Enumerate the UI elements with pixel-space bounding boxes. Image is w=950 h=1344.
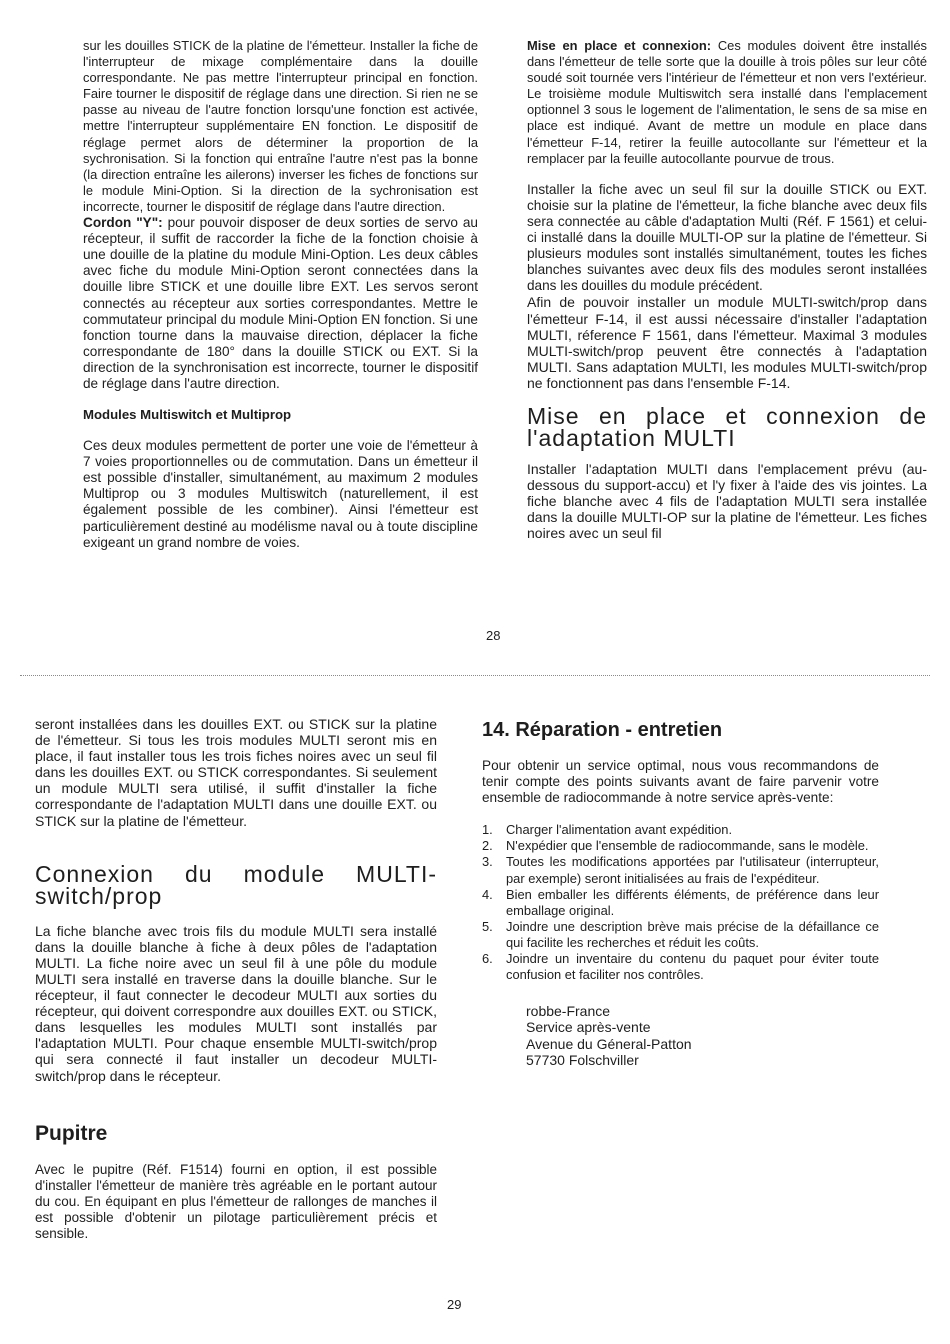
page28-right-column: [527, 38, 927, 541]
list-number: 3.: [482, 854, 493, 870]
list-item: [482, 887, 879, 919]
list-number: 4.: [482, 886, 493, 902]
paragraph: Afin de pouvoir installer un module MULTI-switch/prop dans l'émetteur F-14, il est aussi nécessaire d'installer l'adaptation MULTI, réference F 1561, dans l'émetteur. Maximal 3 modules MULTI-switch/prop peuvent être connectés à l'adaptation MULTI. Sans adaptation MULTI, les modules MULTI-switch/prop ne fonctionnent pas dans l'ensemble F-14.: [527, 294, 927, 391]
list-item: [482, 822, 879, 838]
list-item: [482, 919, 879, 951]
paragraph: Avec le pupitre (Réf. F1514) fourni en option, il est possible d'installer l'émetteur de manière très agréable en le portant autour du cou. En équipant en plus l'émetteur de rallonges de manches il est possible d'obtenir un pilotage particulièrement précis et sensible.: [35, 1161, 437, 1241]
paragraph: Installer l'adaptation MULTI dans l'emplacement prévu (au-dessous du support-accu) et l'y fixer à l'aide des vis jointes. La fiche blanche avec 4 fils de l'adaptation MULTI sera installée dans la douille MULTI-OP sur la platine de l'émetteur. Les fiches noires avec un seul fil: [527, 460, 927, 542]
cordon-y-text: pour pouvoir disposer de deux sorties de servo au récepteur, il suffit de raccorder la fiche de la fonction choisie à une douille de la platine du module Mini-Option. Les deux câbles avec fiche du module Mini-Option seront connectées dans la douille libre STICK et une douille libre EXT. Les servos seront connectés au récepteur aux sorties correspondantes. Mettre le commutateur principal du module Mini-Option EN fonction. Si une fonction tourne dans la mauvaise direction, déplacer la fiche correspondante de 180° dans la douille STICK ou EXT. Si la direction de la synchronisation est incorrecte, tourner le dispositif de réglage dans l'autre direction.: [83, 215, 478, 391]
page-number: 29: [447, 1297, 462, 1312]
paragraph: Installer la fiche avec un seul fil sur la douille STICK ou EXT. choisie sur la platine de l'émetteur, la fiche blanche avec deux fils sera connectée au câble d'adaptation Multi (Réf. F 1561) et celui-ci installé dans la douille MULTI-OP sur la platine de l'émetteur. Si plusieurs modules sont installés simultanément, toutes les fiches blanches suivantes avec deux fils des modules seront installées dans les douilles du module précédent.: [527, 181, 927, 294]
list-number: 6.: [482, 951, 493, 967]
list-number: 2.: [482, 838, 493, 854]
paragraph: sur les douilles STICK de la platine de l'émetteur. Installer la fiche de l'interrupteur de mixage complémentaire dans la douille correspondante. Ne pas mettre l'interrupteur principal en fonction. Faire tourner le dispositif de réglage dans une direction. Si rien ne se passe au niveau de l'autre fonction lorsqu'une fonction est activée, mettre l'interrupteur supplémentaire EN fonction. Le dispositif de réglage permet alors de déterminer la proportion de la sychronisation. Si la fonction qui entraîne l'autre n'est pas la bonne (la direction entraîne les ailerons) inverser les fiches de fonctions sur le module Mini-Option. Si la direction de la sychronisation est incorrecte, tourner le dispositif de réglage dans l'autre direction.: [83, 38, 478, 214]
address-line: Service après-vente: [526, 1019, 651, 1036]
section-heading: 14. Réparation - entretien: [482, 719, 723, 741]
paragraph: Pour obtenir un service optimal, nous vous recommandons de tenir compte des points suivants avant de faire parvenir votre ensemble de radiocommande à notre service après-vente:: [482, 758, 879, 806]
mise-en-place-text: Ces modules doivent être installés dans l'émetteur de telle sorte que la douille à trois pôles sur leur côté soudé soit tournée vers l'intérieur de l'émetteur et non vers l'extérieur. Le troisième module Multiswitch sera installé dans l'emplacement optionnel 3 sous le logement de l'alimentation, le sens de sa mise en place est indiqué. Avant de mettre un module en place dans l'émetteur F-14, retirer la feuille autocollante sur l'émetteur et la remplacer par la feuille autocollante pourvue de trous.: [527, 38, 927, 166]
heading-line: switch/prop: [35, 882, 163, 909]
mise-en-place-label: Mise en place et connexion:: [527, 38, 712, 53]
list-text: Joindre une description brève mais précise de la défaillance ce qui facilite les recherches et réduit les coûts.: [506, 918, 879, 950]
section-heading: [527, 402, 927, 451]
paragraph: Ces deux modules permettent de porter une voie de l'émetteur à 7 voies proportionnelles ou de commutation. Dans un émetteur il est possible d'installer, simultanément, au maximum 2 modules Multiprop ou 3 modules Multiswitch (naturellement, il est également possible de les combiner). Ainsi l'émetteur est particulièrement destiné au modélisme naval ou à toute discipline exigeant un grand nombre de voies.: [83, 438, 478, 550]
list-text: Charger l'alimentation avant expédition.: [506, 822, 733, 838]
page-number: 28: [486, 628, 501, 643]
paragraph: [83, 215, 478, 392]
heading-line: l'adaptation MULTI: [527, 424, 736, 451]
list-text: Joindre un inventaire du contenu du paquet pour éviter toute confusion et faciliter nos contrôles.: [506, 951, 879, 983]
list-item: [482, 951, 879, 983]
page29-left-column: [35, 716, 437, 1242]
heading-line: Mise en place et connexion de: [527, 402, 927, 429]
paragraph: La fiche blanche avec trois fils du module MULTI sera installé dans la douille blanche à fiche à deux pôles de l'adaptation MULTI. La fiche noire avec un seul fil à une pôle du module MULTI sera installé en traverse dans la douille blanche. Sur le récepteur, il faut connecter le decodeur MULTI aux sorties du récepteur, qui doivent correspondre aux douilles EXT. ou STICK, dans lesquelles les modules MULTI sont installés par l'adaptation MULTI. Pour chaque ensemble MULTI-switch/prop qui sera connecté il faut installer un decodeur MULTI-switch/prop dans le récepteur.: [35, 922, 437, 1084]
page28-left-column: [83, 38, 478, 551]
list-number: 5.: [482, 918, 493, 934]
section-heading: Pupitre: [35, 1121, 108, 1145]
list-item: [482, 838, 879, 854]
address-line: 57730 Folschviller: [526, 1051, 639, 1068]
list-item: [482, 854, 879, 886]
list-text: Bien emballer les différents éléments, de préférence dans leur emballage original.: [506, 886, 879, 918]
page-divider: [20, 675, 930, 676]
cordon-y-label: Cordon "Y":: [83, 215, 163, 231]
paragraph: seront installées dans les douilles EXT. ou STICK sur la platine de l'émetteur. Si tous les trois modules MULTI seront mis en place, il faut installer tous les trois fiches noires avec un seul fil dans les douilles EXT. ou STICK correspondantes. Si seulement un module MULTI sera utilisé, il suffit d'installer la fiche correspondante de l'adaptation MULTI dans une douille EXT. ou STICK sur la platine de l'émetteur.: [35, 716, 437, 829]
list-text: N'expédier que l'ensemble de radiocommande, sans le modèle.: [506, 838, 869, 854]
heading-line: Connexion du module MULTI-: [35, 860, 437, 887]
list-number: 1.: [482, 822, 493, 838]
list-text: Toutes les modifications apportées par l'utilisateur (interrupteur, par exemple) seront initialisées au frais de l'expéditeur.: [506, 854, 879, 886]
paragraph: [527, 38, 927, 167]
service-address: [526, 1003, 879, 1068]
section-heading: [35, 860, 437, 909]
address-line: Avenue du Géneral-Patton: [526, 1035, 692, 1052]
address-line: robbe-France: [526, 1003, 611, 1020]
section-heading: Modules Multiswitch et Multiprop: [83, 407, 292, 423]
page29-right-column: [482, 718, 879, 1068]
repair-checklist: [482, 822, 879, 983]
